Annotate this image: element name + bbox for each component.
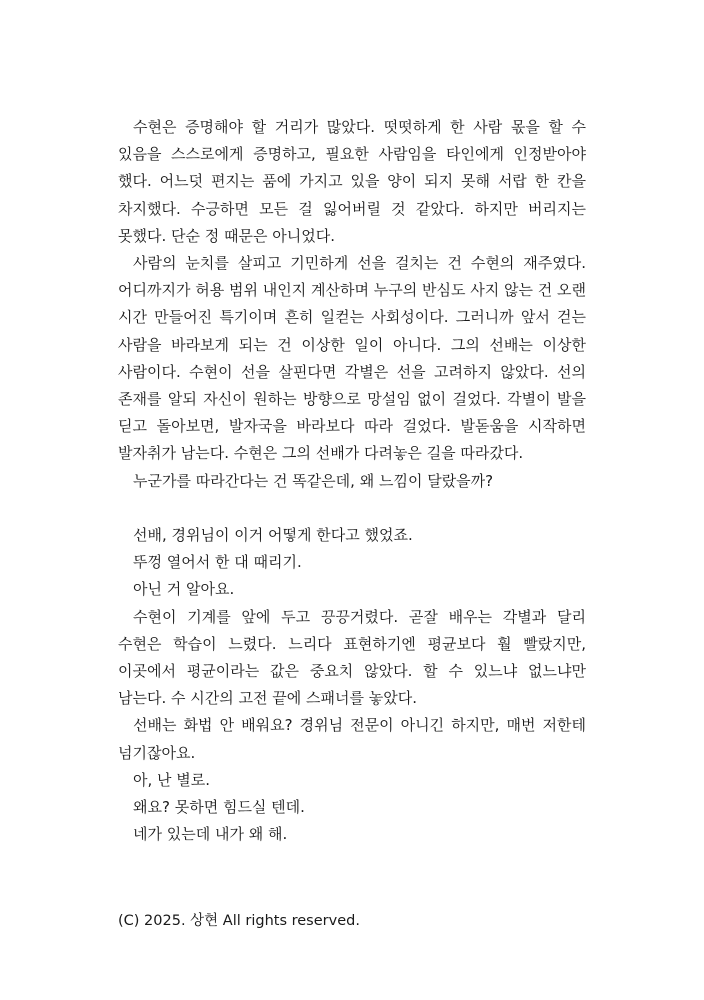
dialogue-line: 아, 난 별로.	[133, 770, 211, 789]
paragraph: 수현이 기계를 앞에 두고 끙끙거렸다. 곧잘 배우는 각별과 달리 수현은 학습이 느렸다. 느리다 표현하기엔 평균보다 훨 빨랐지만, 이곳에서 평균이라는 값은 중요치 않았다. 할 수 있느냐 없느냐만 남는다. 수 시간의 고전 끝에 스패너를 놓았다.	[118, 607, 586, 708]
dialogue-line: 선배는 화법 안 배워요? 경위님 전문이 아니긴 하지만, 매번 저한테 넘기잖아요.	[118, 716, 586, 762]
paragraph: 수현은 증명해야 할 거리가 많았다. 떳떳하게 한 사람 몫을 할 수 있음을 스스로에게 증명하고, 필요한 사람임을 타인에게 인정받아야 했다. 어느덧 편지는 품에 가지고 있을 양이 되지 못해 서랍 한 칸을 차지했다. 수긍하면 모든 걸 잃어버릴 것 같았다. 하지만 버리지는 못했다. 단순 정 때문은 아니었다.	[118, 118, 586, 245]
body-text	[118, 114, 586, 848]
dialogue-line: 뚜껑 열어서 한 대 때리기.	[133, 553, 302, 572]
dialogue-line: 네가 있는데 내가 왜 해.	[133, 825, 288, 844]
dialogue-line: 선배, 경위님이 이거 어떻게 한다고 했었죠.	[133, 526, 413, 545]
copyright-notice: (C) 2025. 상현 All rights reserved.	[118, 913, 360, 929]
section-break	[118, 495, 586, 522]
dialogue-line: 아닌 거 알아요.	[133, 580, 235, 599]
dialogue-line: 왜요? 못하면 힘드실 텐데.	[133, 798, 305, 817]
paragraph: 누군가를 따라간다는 건 똑같은데, 왜 느낌이 달랐을까?	[133, 471, 494, 490]
paragraph: 사람의 눈치를 살피고 기민하게 선을 걸치는 건 수현의 재주였다. 어디까지가 허용 범위 내인지 계산하며 누구의 반심도 사지 않는 건 오랜 시간 만들어진 특기이며 흔히 일컫는 사회성이다. 그러니까 앞서 걷는 사람을 바라보게 되는 건 이상한 일이 아니다. 그의 선배는 이상한 사람이다. 수현이 선을 살핀다면 각별은 선을 고려하지 않았다. 선의 존재를 알되 자신이 원하는 방향으로 망설임 없이 걸었다. 각별이 발을 딛고 돌아보면, 발자국을 바라보다 따라 걸었다. 발돋움을 시작하면 발자취가 남는다. 수현은 그의 선배가 다려놓은 길을 따라갔다.	[118, 254, 586, 463]
